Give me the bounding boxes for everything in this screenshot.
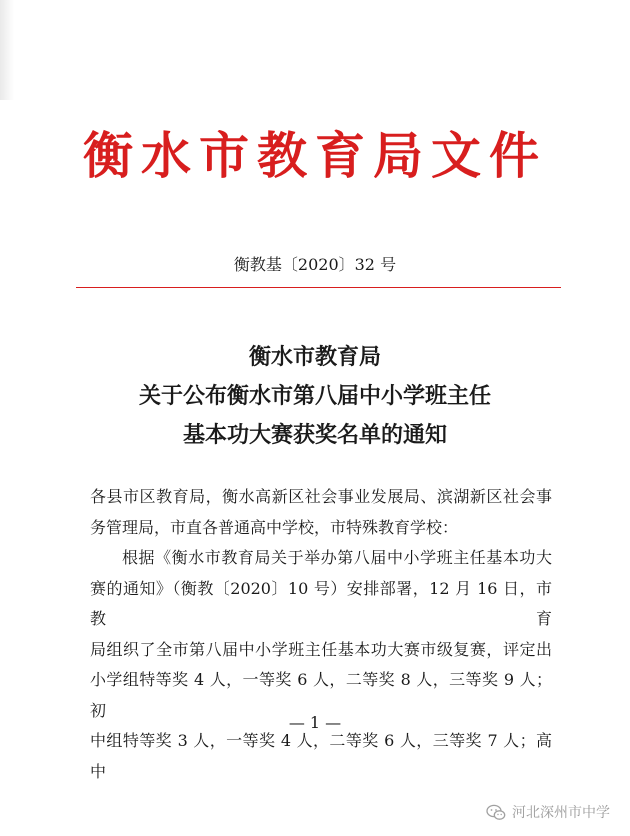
paragraph-line: 赛的通知》（衡教〔2020〕10 号）安排部署，12 月 16 日，市教育 [90,578,552,628]
addressee-line: 务管理局，市直各普通高中学校，市特殊教育学校： [90,517,459,537]
page-number: — 1 — [288,713,342,732]
document-number: 衡教基〔2020〕32 号 [233,255,397,274]
title-line: 基本功大赛获奖名单的通知 [182,422,447,448]
title-line: 衡水市教育局 [248,344,381,370]
paragraph-line: 小学组特等奖 4 人，一等奖 6 人，二等奖 8 人，三等奖 9 人；初 [90,670,552,720]
watermark [486,802,610,822]
document-header: 衡水市教育局文件 [83,126,547,185]
title-line: 关于公布衡水市第八届中小学班主任 [138,383,491,409]
watermark-text: 河北深州市中学 [512,805,610,821]
red-divider-line [76,287,561,288]
paragraph-line: 根据《衡水市教育局关于举办第八届中小学班主任基本功大 [122,548,552,567]
document-body [90,482,552,787]
wechat-icon [486,804,506,821]
page-edge-shadow [0,0,14,100]
addressee-line: 各县市区教育局，衡水高新区社会事业发展局、滨湖新区社会事 [90,487,552,506]
paragraph-line: 中组特等奖 3 人，一等奖 4 人，二等奖 6 人，三等奖 7 人；高中 [90,731,552,781]
document-title [0,338,630,455]
paragraph-line: 局组织了全市第八届中小学班主任基本功大赛市级复赛，评定出 [90,639,552,659]
